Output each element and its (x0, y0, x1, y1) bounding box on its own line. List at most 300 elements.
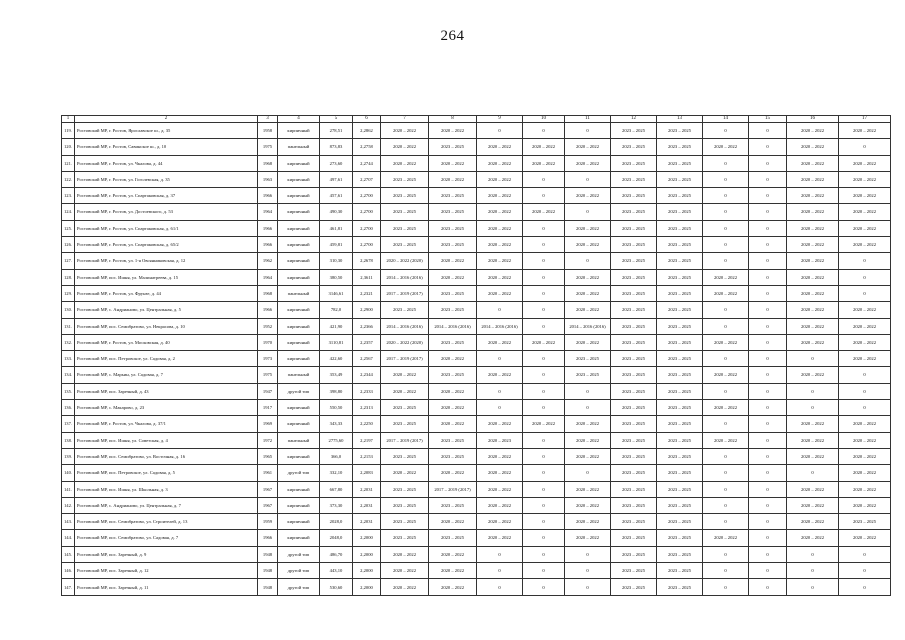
table-cell: 140. (62, 465, 75, 481)
column-header: 14 (703, 116, 749, 123)
table-cell: 2020 – 2022 (787, 123, 839, 139)
table-cell: кирпичный (278, 497, 320, 513)
table-cell: 2023 – 2025 (381, 448, 429, 464)
table-cell: 461,81 (320, 220, 353, 236)
table-cell: 2020 – 2022 (703, 334, 749, 350)
column-header: 15 (749, 116, 787, 123)
table-cell: 2023 – 2025 (611, 481, 657, 497)
table-cell: 0 (703, 253, 749, 269)
table-cell: 1948 (258, 579, 278, 596)
table-cell: 1975 (258, 139, 278, 155)
column-header: 16 (787, 116, 839, 123)
table-cell: 0 (703, 416, 749, 432)
table-cell: панельный (278, 139, 320, 155)
table-cell: 2023 – 2025 (657, 171, 703, 187)
table-cell: 0 (703, 188, 749, 204)
table-cell: 550,50 (320, 400, 353, 416)
table-cell: 0 (749, 481, 787, 497)
table-cell: 0 (749, 123, 787, 139)
table-cell: 2023 – 2025 (429, 302, 477, 318)
column-header: 3 (258, 116, 278, 123)
table-cell: 2,2000 (353, 563, 381, 579)
table-cell: 0 (749, 155, 787, 171)
table-cell: 2,2250 (353, 416, 381, 432)
table-cell: 667,80 (320, 481, 353, 497)
table-cell: 0 (477, 563, 523, 579)
table-cell: 137. (62, 416, 75, 432)
table-cell: 2020 – 2022 (429, 416, 477, 432)
table-cell: 0 (703, 171, 749, 187)
table-cell: 0 (749, 318, 787, 334)
table-cell: 2020 – 2022 (787, 334, 839, 350)
table-cell: 2020 – 2022 (787, 220, 839, 236)
table-cell: 273,60 (320, 155, 353, 171)
table-cell: кирпичный (278, 269, 320, 285)
table-cell: 2020 – 2022 (429, 123, 477, 139)
table-cell: 2023 – 2025 (657, 139, 703, 155)
column-header: 13 (657, 116, 703, 123)
table-cell: 139. (62, 448, 75, 464)
address-cell: Ростовский МР, г. Ростов, Ярославское ш., д. 35 (75, 123, 258, 139)
table-cell: 2020 – 2022 (565, 139, 611, 155)
column-header: 17 (839, 116, 891, 123)
table-cell: 0 (523, 123, 565, 139)
table-row (62, 318, 891, 334)
table-cell: 0 (523, 432, 565, 448)
table-cell: 0 (565, 546, 611, 562)
table-cell: 2,2567 (353, 351, 381, 367)
table-cell: 343,33 (320, 416, 353, 432)
table-cell: 2020 – 2022 (429, 351, 477, 367)
table-cell: 1968 (258, 285, 278, 301)
table-cell: 0 (477, 302, 523, 318)
table-cell: 2020 – 2022 (787, 318, 839, 334)
table-cell: 0 (749, 465, 787, 481)
table-cell: 0 (523, 351, 565, 367)
table-cell: 2020 – 2022 (477, 416, 523, 432)
table-cell: 2020 – 2022 (839, 204, 891, 220)
table-cell: 873,83 (320, 139, 353, 155)
table-cell: 0 (787, 400, 839, 416)
column-header: 2 (75, 116, 258, 123)
table-cell: 0 (749, 139, 787, 155)
table-cell: 2023 – 2025 (611, 285, 657, 301)
table-row (62, 155, 891, 171)
table-cell: другой тип (278, 383, 320, 399)
table-cell: 0 (749, 253, 787, 269)
address-cell: Ростовский МР, г. Ростов, Савинское ш., д. 10 (75, 139, 258, 155)
table-row (62, 285, 891, 301)
table-cell: другой тип (278, 579, 320, 596)
address-cell: Ростовский МР, пос. Семибратово, ул. Строителей, д. 13 (75, 514, 258, 530)
table-cell: 2,2000 (353, 530, 381, 546)
address-cell: Ростовский МР, г. Ростов, ул. Спартаковская, д. 37 (75, 188, 258, 204)
table-cell: 0 (565, 579, 611, 596)
table-cell: 1963 (258, 171, 278, 187)
table-row (62, 253, 891, 269)
table-cell: 0 (703, 220, 749, 236)
table-cell: 2023 – 2025 (657, 530, 703, 546)
table-cell: 144. (62, 530, 75, 546)
table-cell: 2023 – 2025 (611, 204, 657, 220)
table-cell: кирпичный (278, 400, 320, 416)
table-cell: 2020 – 2022 (787, 204, 839, 220)
table-cell: 0 (839, 253, 891, 269)
table-cell: 2023 – 2025 (657, 481, 703, 497)
table-row (62, 497, 891, 513)
table-cell: 2,2900 (353, 302, 381, 318)
table-cell: 0 (839, 579, 891, 596)
table-cell: 2020 – 2022 (839, 155, 891, 171)
table-cell: кирпичный (278, 334, 320, 350)
table-cell: 2023 – 2025 (657, 318, 703, 334)
table-cell: 2020 – 2022 (565, 188, 611, 204)
table-cell: 120. (62, 139, 75, 155)
table-cell: 2023 – 2025 (429, 237, 477, 253)
address-cell: Ростовский МР, с. Андрианово, ул. Центральная, д. 5 (75, 302, 258, 318)
table-cell: 2023 – 2025 (381, 497, 429, 513)
address-cell: Ростовский МР, пос. Заречный, д. 43 (75, 383, 258, 399)
table-cell: 2023 – 2025 (611, 302, 657, 318)
table-row (62, 171, 891, 187)
table-cell: 0 (565, 171, 611, 187)
table-cell: 486,70 (320, 546, 353, 562)
table-cell: 0 (477, 546, 523, 562)
table-cell: 2014 – 2016 (2016) (381, 318, 429, 334)
table-row (62, 481, 891, 497)
table-cell: 278,51 (320, 123, 353, 139)
table-cell: 2020 – 2022 (565, 514, 611, 530)
table-cell: 0 (703, 351, 749, 367)
address-cell: Ростовский МР, пос. Заречный, д. 9 (75, 546, 258, 562)
table-cell: 2020 – 2022 (381, 465, 429, 481)
table-cell: 1970 (258, 334, 278, 350)
table-cell: 0 (523, 220, 565, 236)
table-cell: 2023 – 2025 (657, 269, 703, 285)
table-cell: 0 (839, 367, 891, 383)
table-cell: кирпичный (278, 171, 320, 187)
table-cell: 0 (703, 563, 749, 579)
table-cell: 119. (62, 123, 75, 139)
table-cell: 2023 – 2025 (657, 465, 703, 481)
table-cell: 0 (477, 351, 523, 367)
table-cell: 2020 – 2022 (565, 302, 611, 318)
table-cell: 2020 – 2022 (839, 220, 891, 236)
table-cell: 421,90 (320, 318, 353, 334)
table-cell: 0 (523, 514, 565, 530)
table-cell: 2020 – 2022 (429, 546, 477, 562)
table-cell: 0 (839, 563, 891, 579)
table-cell: 2023 – 2025 (657, 123, 703, 139)
table-cell: 459,81 (320, 237, 353, 253)
column-header: 9 (477, 116, 523, 123)
table-cell: другой тип (278, 563, 320, 579)
table-cell: 2020 – 2022 (477, 139, 523, 155)
table-cell: 143. (62, 514, 75, 530)
table-cell: 2020 – 2022 (477, 448, 523, 464)
table-cell: 2020 – 2022 (703, 269, 749, 285)
table-cell: 2020 – 2022 (839, 334, 891, 350)
table-cell: 2020 – 2022 (429, 269, 477, 285)
table-cell: 2020 – 2022 (429, 155, 477, 171)
table-cell: 310,30 (320, 253, 353, 269)
table-cell: 2020 – 2022 (839, 237, 891, 253)
table-cell: 0 (703, 155, 749, 171)
table-cell: 0 (565, 204, 611, 220)
table-cell: панельный (278, 285, 320, 301)
table-cell: 136. (62, 400, 75, 416)
table-cell: 0 (565, 400, 611, 416)
table-cell: 0 (477, 123, 523, 139)
table-cell: 2020 – 2022 (839, 497, 891, 513)
table-cell: 2020 – 2022 (839, 188, 891, 204)
table-row (62, 579, 891, 596)
table-row (62, 400, 891, 416)
table-cell: 2023 – 2025 (657, 220, 703, 236)
table-cell: 1948 (258, 546, 278, 562)
table-cell: 2023 – 2025 (429, 139, 477, 155)
table-cell: 0 (523, 188, 565, 204)
table-cell: 2020 – 2022 (429, 514, 477, 530)
table-cell: 2023 – 2025 (429, 334, 477, 350)
table-cell: 2020 – 2022 (523, 139, 565, 155)
table-cell: 2020 – 2022 (477, 204, 523, 220)
table-cell: 2020 – 2022 (565, 416, 611, 432)
table-cell: 2,2000 (353, 579, 381, 596)
table-cell: 2023 – 2025 (657, 579, 703, 596)
table-row (62, 383, 891, 399)
table-cell: 2023 – 2025 (381, 514, 429, 530)
table-cell: 2023 – 2025 (611, 237, 657, 253)
table-cell: 2023 – 2025 (381, 220, 429, 236)
table-cell: 2,3611 (353, 269, 381, 285)
table-cell: 1952 (258, 318, 278, 334)
table-cell: 2023 – 2025 (381, 171, 429, 187)
table-cell: 0 (565, 465, 611, 481)
table-header-row (62, 116, 891, 123)
table-cell: 2020 – 2022 (477, 188, 523, 204)
table-cell: 0 (523, 302, 565, 318)
table-cell: 1947 (258, 383, 278, 399)
table-cell: 1965 (258, 448, 278, 464)
table-cell: 2020 – 2022 (429, 579, 477, 596)
table-cell: 2023 – 2025 (657, 253, 703, 269)
table-cell: 332,10 (320, 465, 353, 481)
table-cell: 2020 – 2022 (787, 139, 839, 155)
table-cell: 2020 – 2022 (839, 318, 891, 334)
table-cell: 0 (523, 383, 565, 399)
table-row (62, 563, 891, 579)
table-cell: 1968 (258, 155, 278, 171)
table-cell: 135. (62, 383, 75, 399)
table-cell: 2023 – 2025 (657, 285, 703, 301)
table-cell: 132. (62, 334, 75, 350)
table-cell: 2014 – 2016 (2016) (381, 269, 429, 285)
table-cell: 147. (62, 579, 75, 596)
table-cell: 2020 – 2022 (787, 530, 839, 546)
table-cell: 2017 – 2019 (2017) (381, 432, 429, 448)
address-cell: Ростовский МР, пос. Заречный, д. 12 (75, 563, 258, 579)
table-cell: 0 (565, 563, 611, 579)
table-cell: 2023 – 2025 (657, 432, 703, 448)
table-cell: 2020 – 2022 (839, 448, 891, 464)
table-cell: 122. (62, 171, 75, 187)
table-cell: 0 (749, 416, 787, 432)
table-cell: 2023 – 2025 (611, 563, 657, 579)
table-cell: 2020 – 2022 (703, 530, 749, 546)
column-header: 5 (320, 116, 353, 123)
table-cell: 2,2313 (353, 400, 381, 416)
table-cell: 2020 – 2022 (839, 465, 891, 481)
table-cell: 2023 – 2025 (657, 400, 703, 416)
table-cell: кирпичный (278, 188, 320, 204)
table-cell: 2023 – 2025 (611, 530, 657, 546)
table-cell: 2020 – 2022 (839, 416, 891, 432)
table-cell: 2020 – 2022 (787, 432, 839, 448)
table-cell: панельный (278, 432, 320, 448)
table-cell: 2020 – 2023 (477, 432, 523, 448)
table-cell: 2020 – 2022 (787, 237, 839, 253)
table-cell: 0 (477, 383, 523, 399)
table-cell: 0 (703, 497, 749, 513)
table-cell: 0 (703, 546, 749, 562)
table-row (62, 237, 891, 253)
table-row (62, 465, 891, 481)
table-cell: 2023 – 2025 (429, 432, 477, 448)
table-cell: 2020 – 2022 (381, 155, 429, 171)
table-cell: 490,30 (320, 204, 353, 220)
table-cell: 3146,61 (320, 285, 353, 301)
address-cell: Ростовский МР, г. Ростов, ул. Фрунзе, д. 44 (75, 285, 258, 301)
address-cell: Ростовский МР, с. Марьин, ул. Садовая, д. 7 (75, 367, 258, 383)
table-cell: 0 (749, 367, 787, 383)
table-row (62, 530, 891, 546)
table-cell: 2020 – 2022 (477, 530, 523, 546)
table-cell: 2020 – 2022 (839, 302, 891, 318)
table-cell: 2023 – 2025 (381, 237, 429, 253)
table-cell: кирпичный (278, 220, 320, 236)
table-cell: 2020 – 2022 (565, 481, 611, 497)
table-cell: 2020 – 2022 (787, 497, 839, 513)
address-cell: Ростовский МР, пос. Петровское, ул. Садовая, д. 2 (75, 351, 258, 367)
address-cell: Ростовский МР, пос. Семибратово, ул. Восточная, д. 16 (75, 448, 258, 464)
table-cell: 0 (749, 188, 787, 204)
table-cell: 0 (749, 204, 787, 220)
table-cell: 366,0 (320, 448, 353, 464)
table-cell: 2,2031 (353, 497, 381, 513)
table-cell: 2,2366 (353, 318, 381, 334)
table-cell: 2020 – 2022 (787, 514, 839, 530)
table-cell: 2014 – 2016 (2016) (565, 318, 611, 334)
table-cell: 2020 – 2022 (839, 171, 891, 187)
table-cell: 2020 – 2022 (839, 432, 891, 448)
table-cell: 0 (749, 269, 787, 285)
table-cell: 2020 – 2022 (703, 432, 749, 448)
table-cell: 126. (62, 237, 75, 253)
table-cell: 0 (477, 579, 523, 596)
table-cell: 0 (787, 563, 839, 579)
table-cell: 2020 – 2022 (477, 367, 523, 383)
table-cell: 2023 – 2025 (429, 497, 477, 513)
page-number: 264 (440, 28, 465, 44)
table-cell: 2020 – 2022 (477, 237, 523, 253)
table-cell: 2023 – 2025 (611, 351, 657, 367)
table-cell: 2020 – 2022 (565, 285, 611, 301)
table-cell: 0 (565, 383, 611, 399)
table-cell: 0 (749, 220, 787, 236)
table-cell: 145. (62, 546, 75, 562)
table-cell: кирпичный (278, 514, 320, 530)
table-cell: 2020 – 2022 (839, 530, 891, 546)
table-cell: 1972 (258, 432, 278, 448)
table-cell: 2023 – 2025 (657, 237, 703, 253)
table-cell: 0 (749, 237, 787, 253)
table-cell: 2014 – 2016 (2016) (429, 318, 477, 334)
table-cell: кирпичный (278, 302, 320, 318)
table-cell: 2023 – 2025 (429, 204, 477, 220)
table-cell: 0 (749, 563, 787, 579)
housing-repair-schedule-table (61, 115, 891, 596)
table-cell: 2023 – 2025 (611, 188, 657, 204)
table-cell: 2023 – 2025 (611, 546, 657, 562)
table-cell: 2020 – 2022 (477, 171, 523, 187)
table-cell: 1961 (258, 465, 278, 481)
table-cell: 2020 – 2022 (565, 497, 611, 513)
address-cell: Ростовский МР, пос. Петровское, ул. Садовая, д. 5 (75, 465, 258, 481)
table-cell: 0 (749, 383, 787, 399)
table-cell: 2020 – 2022 (787, 171, 839, 187)
table-cell: 2023 – 2025 (611, 220, 657, 236)
table-cell: 2020 – 2022 (787, 155, 839, 171)
table-cell: 2020 – 2022 (565, 237, 611, 253)
table-cell: 2023 – 2025 (611, 448, 657, 464)
column-header: 1 (62, 116, 75, 123)
table-cell: кирпичный (278, 448, 320, 464)
table-cell: 2,2321 (353, 285, 381, 301)
table-cell: 2023 – 2025 (839, 514, 891, 530)
table-cell: 1958 (258, 123, 278, 139)
table-cell: 2020 – 2022 (429, 465, 477, 481)
table-cell: 2023 – 2025 (611, 432, 657, 448)
table-cell: 2020 – 2022 (429, 383, 477, 399)
table-cell: другой тип (278, 465, 320, 481)
address-cell: Ростовский МР, г. Ростов, ул. Спартаковская, д. 61/1 (75, 220, 258, 236)
table-cell: 2023 – 2025 (429, 188, 477, 204)
table-cell: 1964 (258, 204, 278, 220)
table-row (62, 302, 891, 318)
address-cell: Ростовский МР, г. Ростов, ул. 1-я Овсянниковская, д. 12 (75, 253, 258, 269)
table-cell: 0 (749, 530, 787, 546)
table-cell: кирпичный (278, 253, 320, 269)
table-cell: 2023 – 2025 (657, 188, 703, 204)
table-cell: 2020 – 2022 (429, 253, 477, 269)
table-cell: 2,2678 (353, 253, 381, 269)
table-cell: 2020 – 2022 (787, 367, 839, 383)
address-cell: Ростовский МР, пос. Ишня, ул. Советская, д. 4 (75, 432, 258, 448)
table-cell: 2017 – 2019 (2017) (381, 351, 429, 367)
table-cell: 2020 – 2022 (565, 155, 611, 171)
table-cell: 0 (523, 269, 565, 285)
table-cell: 2,2000 (353, 546, 381, 562)
table-row (62, 269, 891, 285)
table-cell: 0 (523, 465, 565, 481)
table-cell: 2020 – 2022 (565, 334, 611, 350)
table-cell: 353,49 (320, 367, 353, 383)
table-cell: 2017 – 2019 (2017) (381, 285, 429, 301)
table-cell: 133. (62, 351, 75, 367)
table-cell: 2020 – 2022 (565, 269, 611, 285)
table-cell: 2023 – 2025 (429, 367, 477, 383)
